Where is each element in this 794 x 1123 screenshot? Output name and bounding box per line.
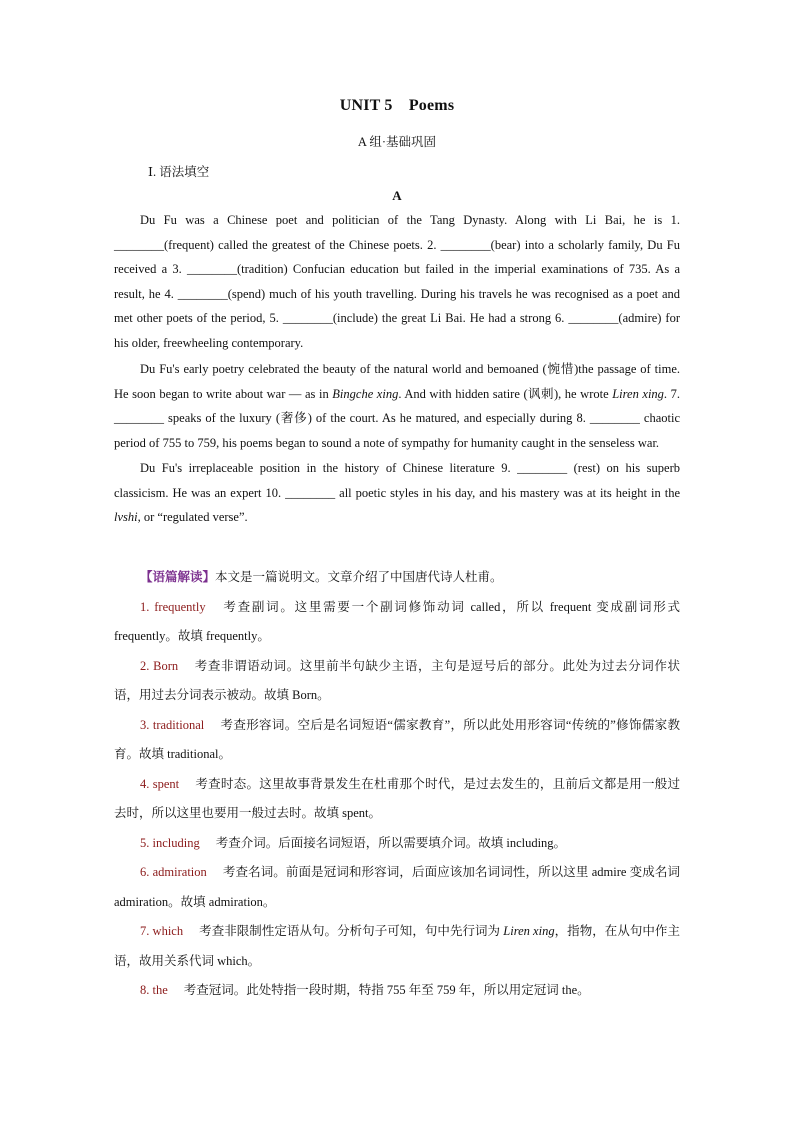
answer-5: 5. including 考查介词。后面接名词短语，所以需要填介词。故填 including。 — [140, 835, 567, 850]
analysis-intro: 本文是一篇说明文。文章介绍了中国唐代诗人杜甫。 — [215, 570, 503, 584]
answer-explanation: 考查介词。后面接名词短语，所以需要填介词。故填 including。 — [215, 835, 567, 850]
passage-paragraph-2: Du Fu's early poetry celebrated the beauty of the natural world and bemoaned (惋惜)the passage of time. He soon began to write about war — as in Bingche xing. And with hidden satire (讽刺), he wrote Liren xing. 7. ________ speaks of the luxury (奢侈) of the court. As he matured, and especially during 8. ________ chaotic period of 755 to 759, his poems began to sound a note of sympathy for humanity caught in the senseless war. — [114, 362, 680, 450]
answer-2: 2. Born 考查非谓语动词。这里前半句缺少主语，主句是逗号后的部分。此处为过去分词作状语，用过去分词表示被动。故填 Born。 — [114, 658, 680, 702]
answer-explanation: 考查副词。这里需要一个副词修饰动词 called，所以 frequent 变成副词形式 frequently。故填 frequently。 — [114, 599, 680, 643]
passage — [114, 208, 680, 530]
answer-word: admiration — [152, 865, 207, 879]
answer-1: 1. frequently 考查副词。这里需要一个副词修饰动词 called，所以 frequent 变成副词形式 frequently。故填 frequently。 — [114, 599, 680, 643]
answer-word: the — [152, 983, 168, 997]
answer-8: 8. the 考查冠词。此处特指一段时期，特指 755 年至 759 年，所以用定冠词 the。 — [140, 983, 590, 997]
analysis-tag: 【语篇解读】 — [140, 570, 216, 584]
group-heading: A 组·基础巩固 — [357, 135, 437, 149]
answer-word: traditional — [152, 717, 205, 732]
analysis-intro-line — [114, 563, 680, 593]
answer-explanation: 考查形容词。空后是名词短语“儒家教育”，所以此处用形容词“传统的”修饰儒家教育。故填 traditional。 — [114, 717, 681, 761]
answer-explanation: 考查非谓语动词。这里前半句缺少主语，主句是逗号后的部分。此处为过去分词作状语，用过去分词表示被动。故填 Born。 — [114, 658, 680, 702]
answer-word: including — [152, 835, 200, 850]
page-title: UNIT 5 Poems — [339, 97, 455, 114]
passage-letter: A — [392, 188, 402, 203]
answer-word: frequently — [154, 599, 206, 614]
answer-explanation: 考查时态。这里故事背景发生在杜甫那个时代，是过去发生的，且前后文都是用一般过去时，所以这里也要用一般过去时。故填 spent。 — [114, 776, 680, 820]
answer-4: 4. spent 考查时态。这里故事背景发生在杜甫那个时代，是过去发生的，且前后文都是用一般过去时，所以这里也要用一般过去时。故填 spent。 — [114, 776, 680, 820]
answer-6: 6. admiration 考查名词。前面是冠词和形容词，后面应该加名词词性，所以这里 admire 变成名词 admiration。故填 admiration。 — [114, 865, 680, 909]
answer-word: which — [152, 924, 184, 938]
answer-explanation: 考查名词。前面是冠词和形容词，后面应该加名词词性，所以这里 admire 变成名词 admiration。故填 admiration。 — [114, 865, 680, 909]
answer-word: Born — [153, 658, 179, 673]
section-heading: Ⅰ. 语法填空 — [148, 165, 210, 179]
answer-word: spent — [152, 776, 180, 791]
passage-paragraph-3: Du Fu's irreplaceable position in the history of Chinese literature 9. ________ (rest) on his superb classicism. He was an expert 10. ________ all poetic styles in his day, and his mastery was at its height in the lvshi, or “regulated verse”. — [114, 461, 680, 524]
analysis-section — [114, 563, 680, 1006]
answer-3: 3. traditional 考查形容词。空后是名词短语“儒家教育”，所以此处用形容词“传统的”修饰儒家教育。故填 traditional。 — [114, 717, 681, 761]
answer-explanation: 考查非限制性定语从句。分析句子可知，句中先行词为 Liren xing，指物，在从句中作主语，故用关系代词 which。 — [114, 924, 680, 968]
answer-explanation: 考查冠词。此处特指一段时期，特指 755 年至 759 年，所以用定冠词 the。 — [183, 983, 590, 997]
passage-paragraph-1: Du Fu was a Chinese poet and politician of the Tang Dynasty. Along with Li Bai, he is 1. ________(frequent) called the greatest of the Chinese poets. 2. ________(bear) into a scholarly family, Du Fu received a 3. ________(tradition) Confucian education but failed in the imperial examinations of 735. As a result, he 4. ________(spend) much of his youth travelling. During his travels he was recognised as a poet and met other poets of the period, 5. ________(include) the great Li Bai. He had a strong 6. ________(admire) for his older, freewheeling contemporary. — [114, 213, 680, 350]
answer-7: 7. which 考查非限制性定语从句。分析句子可知，句中先行词为 Liren xing，指物，在从句中作主语，故用关系代词 which。 — [114, 924, 680, 968]
